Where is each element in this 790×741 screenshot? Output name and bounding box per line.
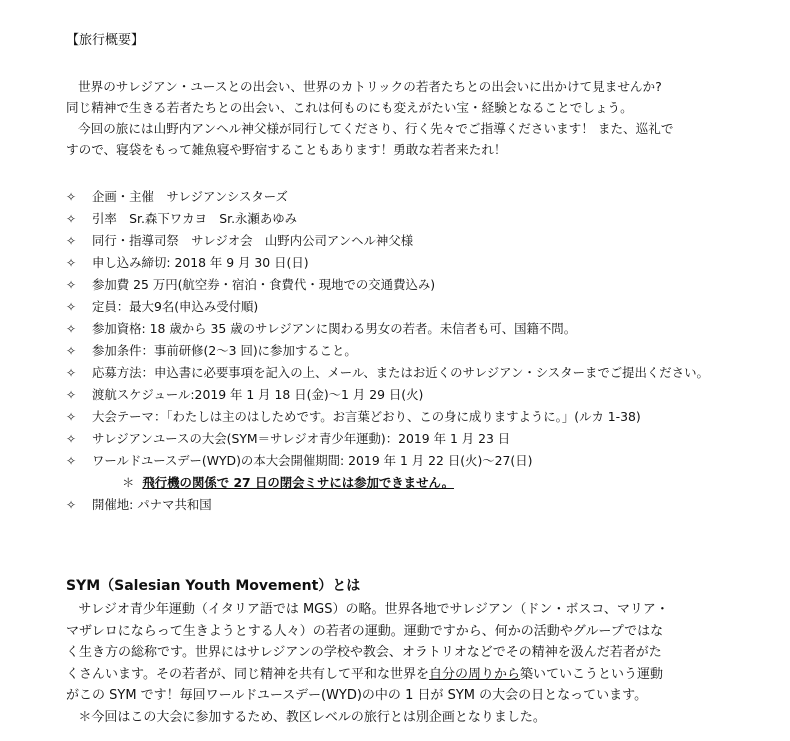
intro-line (66, 139, 766, 160)
sparkle-bullet-icon: ✧ (66, 278, 77, 292)
sym-line (66, 642, 766, 664)
sym-line (66, 664, 766, 686)
list-item-text: ワールドユースデー(WYD)の本大会開催期間: 2019 年 1 月 22 日(火)〜27(日) (92, 453, 533, 468)
list-item (66, 450, 766, 472)
list-item (66, 340, 766, 362)
intro-line-text: 今回の旅には山野内アンヘル神父様が同行してくださり、行く先々でご指導くださいます！ また、巡礼で (78, 121, 674, 136)
sparkle-bullet-icon: ✧ (66, 388, 77, 402)
list-item-text: 開催地: パナマ共和国 (92, 497, 212, 512)
list-item-text: 大会テーマ：「わたしは主のはしためです。お言葉どおり、この身に成りますように。」(ルカ 1-38) (92, 409, 641, 424)
sparkle-bullet-icon: ✧ (66, 498, 77, 512)
intro-line (66, 76, 766, 97)
sym-line-text: マザレロにならって生きようとする人々）の若者の運動。運動ですから、何かの活動やグループではな (66, 623, 664, 639)
list-item (66, 428, 766, 450)
list-item (66, 406, 766, 428)
list-item-text: 定員：最大9名(申込み受付順) (92, 299, 259, 314)
flight-note (66, 472, 766, 494)
trip-details-list (66, 186, 766, 516)
sparkle-bullet-icon: ✧ (66, 234, 77, 248)
list-item-text: 渡航スケジュール:2019 年 1 月 18 日(金)〜1 月 29 日(火) (92, 387, 424, 402)
sym-line-text: く生き方の総称です。世界にはサレジアンの学校や教会、オラトリオなどでその精神を汲んだ若者がた (66, 645, 662, 660)
sym-line (66, 685, 766, 707)
sym-line (66, 707, 766, 729)
sym-line-text: くさんいます。その若者が、同じ精神を共有して平和な世界を (66, 666, 429, 682)
list-item-text: 同行・指導司祭 サレジオ会 山野内公司アンヘル神父様 (92, 233, 414, 248)
sym-line (66, 621, 766, 643)
intro-line-text: 同じ精神で生きる若者たちとの出会い、これは何ものにも変えがたい宝・経験となることでしょう。 (66, 100, 633, 115)
sym-section-title: SYM（Salesian Youth Movement）とは (66, 578, 361, 594)
list-item (66, 318, 766, 340)
list-item-text: 参加費 25 万円(航空券・宿泊・食費代・現地での交通費込み) (92, 277, 436, 292)
list-item (66, 186, 766, 208)
sym-underlined-phrase: 自分の周りから (428, 666, 520, 682)
list-item-text: 引率 Sr.森下ワカヨ Sr.永瀬あゆみ (92, 211, 297, 226)
intro-line-text: 世界のサレジアン・ユースとの出会い、世界のカトリックの若者たちとの出会いに出かけて見ませんか? (78, 79, 662, 94)
list-item (66, 362, 766, 384)
sym-note-text: ＊今回はこの大会に参加するため、教区レベルの旅行とは別企画となりました。 (78, 709, 546, 725)
sym-line (66, 599, 766, 621)
list-item-text: 申し込み締切: 2018 年 9 月 30 日(日) (92, 255, 309, 270)
sparkle-bullet-icon: ✧ (66, 454, 77, 468)
intro-line (66, 118, 766, 139)
sparkle-bullet-icon: ✧ (66, 322, 77, 336)
list-item (66, 296, 766, 318)
flight-note-text: 飛行機の関係で 27 日の閉会ミサには参加できません。 (142, 475, 454, 490)
sym-line-text: がこの SYM です！毎回ワールドユースデー(WYD)の中の 1 日が SYM の大会の日となっています。 (66, 688, 648, 703)
list-item-text: サレジアンユースの大会(SYM＝サレジオ青少年運動)：2019 年 1 月 23 日 (92, 431, 511, 446)
sparkle-bullet-icon: ✧ (66, 344, 77, 358)
sparkle-bullet-icon: ✧ (66, 300, 77, 314)
list-item-text: 企画・主催 サレジアンシスターズ (92, 189, 288, 204)
intro-line (66, 97, 766, 118)
sparkle-bullet-icon: ✧ (66, 410, 77, 424)
sym-description (66, 599, 766, 728)
list-item-text: 参加条件：事前研修(2〜3 回)に参加すること。 (92, 343, 357, 358)
list-item (66, 230, 766, 252)
list-item (66, 252, 766, 274)
list-item-text: 応募方法：申込書に必要事項を記入の上、メール、またはお近くのサレジアン・シスターまでご提出ください。 (92, 365, 709, 380)
sparkle-bullet-icon: ✧ (66, 190, 77, 204)
sym-line-text: 築いていこうという運動 (519, 666, 663, 682)
list-item-text: 参加資格: 18 歳から 35 歳のサレジアンに関わる男女の若者。未信者も可、国籍不問。 (92, 321, 577, 336)
list-item (66, 494, 766, 516)
section-heading: 【旅行概要】 (66, 33, 145, 48)
sparkle-bullet-icon: ✧ (66, 256, 77, 270)
list-item (66, 384, 766, 406)
asterisk-icon: ＊ (122, 475, 135, 490)
sparkle-bullet-icon: ✧ (66, 212, 77, 226)
sym-line-text: サレジオ青少年運動（イタリア語では MGS）の略。世界各地でサレジアン（ドン・ボスコ、マリア・ (78, 602, 669, 617)
list-item (66, 208, 766, 230)
intro-paragraph (66, 76, 766, 160)
sparkle-bullet-icon: ✧ (66, 432, 77, 446)
sparkle-bullet-icon: ✧ (66, 366, 77, 380)
list-item (66, 274, 766, 296)
intro-line-text: すので、寝袋をもって雑魚寝や野宿することもあります！勇敢な若者来たれ！ (66, 142, 507, 157)
